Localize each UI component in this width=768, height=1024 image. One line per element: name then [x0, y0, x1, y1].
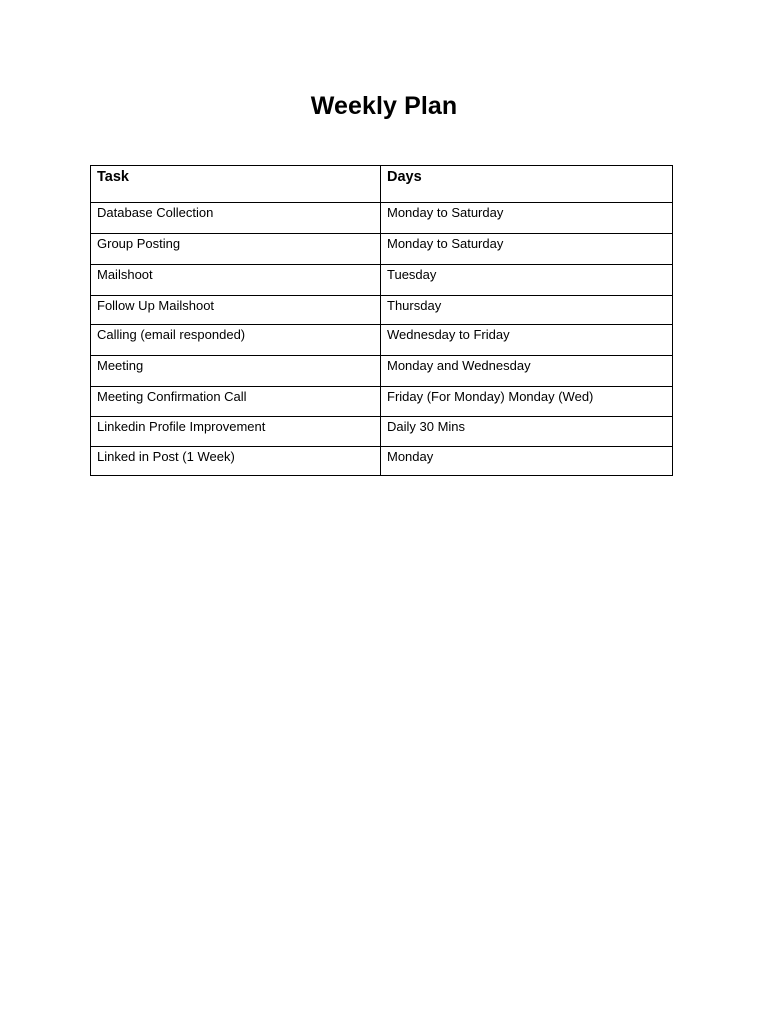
table-row: [91, 417, 673, 447]
weekly-plan-table: [90, 165, 673, 476]
days-cell: Monday: [381, 447, 673, 476]
column-header-days: Days: [381, 166, 673, 203]
days-cell: Daily 30 Mins: [381, 417, 673, 447]
days-cell: Monday to Saturday: [381, 234, 673, 265]
task-cell: Database Collection: [91, 203, 381, 234]
table-header-row: [91, 166, 673, 203]
task-cell: Follow Up Mailshoot: [91, 296, 381, 325]
task-cell: Mailshoot: [91, 265, 381, 296]
table-row: [91, 234, 673, 265]
task-cell: Meeting: [91, 356, 381, 387]
table-row: [91, 296, 673, 325]
task-cell: Linked in Post (1 Week): [91, 447, 381, 476]
task-cell: Linkedin Profile Improvement: [91, 417, 381, 447]
task-cell: Calling (email responded): [91, 325, 381, 356]
days-cell: Monday to Saturday: [381, 203, 673, 234]
table-row: [91, 356, 673, 387]
days-cell: Tuesday: [381, 265, 673, 296]
table-row: [91, 203, 673, 234]
days-cell: Monday and Wednesday: [381, 356, 673, 387]
table-row: [91, 387, 673, 417]
column-header-task: Task: [91, 166, 381, 203]
table-row: [91, 325, 673, 356]
document-title: Weekly Plan: [310, 92, 458, 120]
table-row: [91, 447, 673, 476]
task-cell: Meeting Confirmation Call: [91, 387, 381, 417]
table-row: [91, 265, 673, 296]
days-cell: Friday (For Monday) Monday (Wed): [381, 387, 673, 417]
days-cell: Thursday: [381, 296, 673, 325]
task-cell: Group Posting: [91, 234, 381, 265]
days-cell: Wednesday to Friday: [381, 325, 673, 356]
